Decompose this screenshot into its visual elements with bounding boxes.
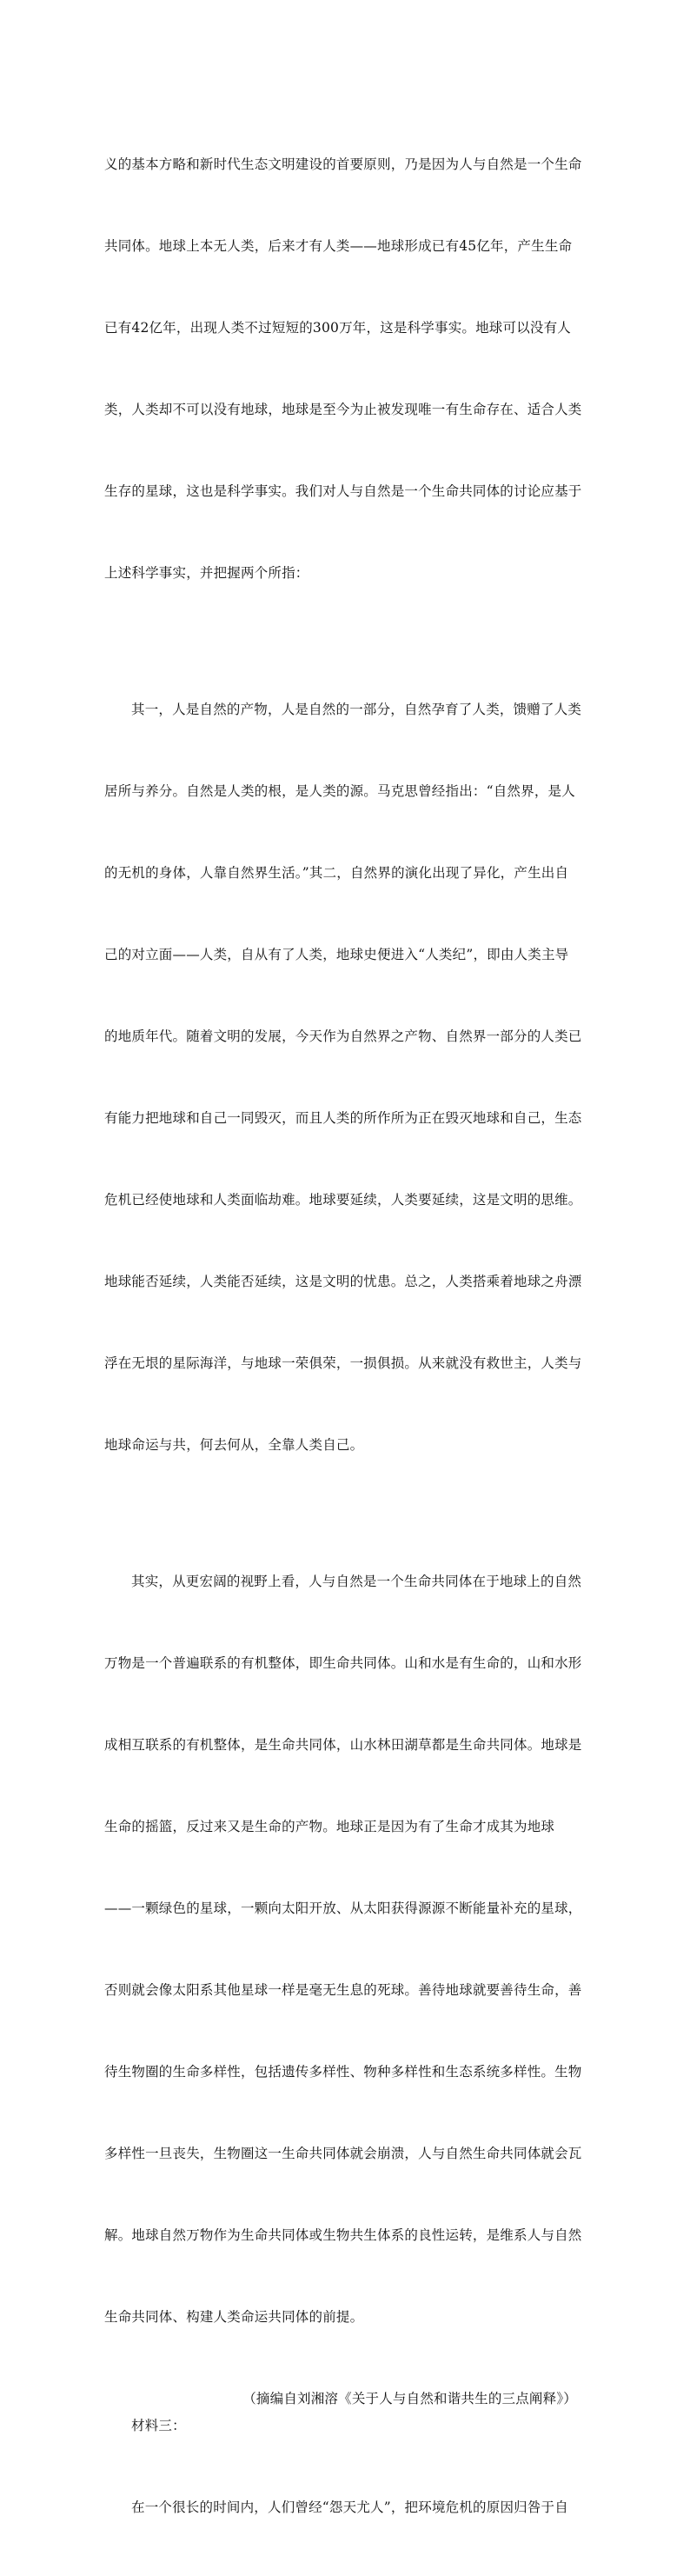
text-line: 成相互联系的有机整体，是生命共同体，山水林田湖草都是生命共同体。地球是 <box>104 1736 582 1753</box>
text-line: 万物是一个普遍联系的有机整体，即生命共同体。山和水是有生命的，山和水形 <box>104 1654 582 1671</box>
text-line: 上述科学事实，并把握两个所指： <box>104 564 309 581</box>
text-line-first: 其一，人是自然的产物，人是自然的一部分，自然孕育了人类，馈赠了人类 <box>131 701 582 717</box>
source-citation: （摘编自刘湘溶《关于人与自然和谐共生的三点阐释》） <box>242 2390 577 2406</box>
text-line: 生命共同体、构建人类命运共同体的前提。 <box>104 2308 364 2325</box>
text-line: 浮在无垠的星际海洋，与地球一荣俱荣，一损俱损。从来就没有救世主，人类与 <box>104 1355 582 1371</box>
text-line: 有能力把地球和自己一同毁灭，而且人类的所作所为正在毁灭地球和自己，生态 <box>104 1109 582 1126</box>
text-line-first: 其实，从更宏阔的视野上看，人与自然是一个生命共同体在于地球上的自然 <box>131 1573 582 1589</box>
text-line: 类，人类却不可以没有地球，地球是至今为止被发现唯一有生命存在、适合人类 <box>104 401 582 417</box>
text-line: 已有42亿年，出现人类不过短短的300万年，这是科学事实。地球可以没有人 <box>104 319 572 336</box>
text-line: 己的对立面——人类，自从有了人类，地球史便进入“人类纪”，即由人类主导 <box>104 946 569 962</box>
text-line: 的无机的身体，人靠自然界生活。”其二，自然界的演化出现了异化，产生出自 <box>104 864 569 881</box>
paragraph-3 <box>104 1514 591 2386</box>
text-line: 义的基本方略和新时代生态文明建设的首要原则，乃是因为人与自然是一个生命 <box>104 156 582 172</box>
paragraph-2 <box>104 642 591 1514</box>
text-line: 共同体。地球上本无人类，后来才有人类——地球形成已有45亿年，产生生命 <box>104 237 573 254</box>
text-line: 地球命运与共，何去何从，全靠人类自己。 <box>104 1436 364 1453</box>
text-line: 生存的星球，这也是科学事实。我们对人与自然是一个生命共同体的讨论应基于 <box>104 483 582 499</box>
text-line: ——一颗绿色的星球，一颗向太阳开放、从太阳获得源源不断能量补充的星球， <box>104 1900 582 1916</box>
text-line: 多样性一旦丧失，生物圈这一生命共同体就会崩溃，人与自然生命共同体就会瓦 <box>104 2145 582 2161</box>
paragraph-1 <box>104 97 591 642</box>
section-label: 材料三： <box>131 2418 186 2434</box>
text-line: 生命的摇篮，反过来又是生命的产物。地球正是因为有了生命才成其为地球 <box>104 1818 555 1834</box>
text-line-first: 在一个很长的时间内，人们曾经“怨天尤人”，把环境危机的原因归咎于自 <box>131 2499 568 2516</box>
text-line: 的地质年代。随着文明的发展，今天作为自然界之产物、自然界一部分的人类已 <box>104 1028 582 1044</box>
text-line: 待生物圈的生命多样性，包括遗传多样性、物种多样性和生态系统多样性。生物 <box>104 2063 582 2080</box>
text-line: 居所与养分。自然是人类的根，是人类的源。马克思曾经指出：“自然界，是人 <box>104 782 575 799</box>
text-line: 否则就会像太阳系其他星球一样是毫无生息的死球。善待地球就要善待生命，善 <box>104 1981 582 1998</box>
text-line: 地球能否延续，人类能否延续，这是文明的忧患。总之，人类搭乘着地球之舟漂 <box>104 1273 582 1289</box>
paragraph-4 <box>104 2440 591 2576</box>
text-line: 解。地球自然万物作为生命共同体或生物共生体系的良性运转，是维系人与自然 <box>104 2227 582 2243</box>
text-line: 危机已经使地球和人类面临劫难。地球要延续，人类要延续，这是文明的思维。 <box>104 1191 582 1208</box>
document-body <box>104 97 591 2576</box>
